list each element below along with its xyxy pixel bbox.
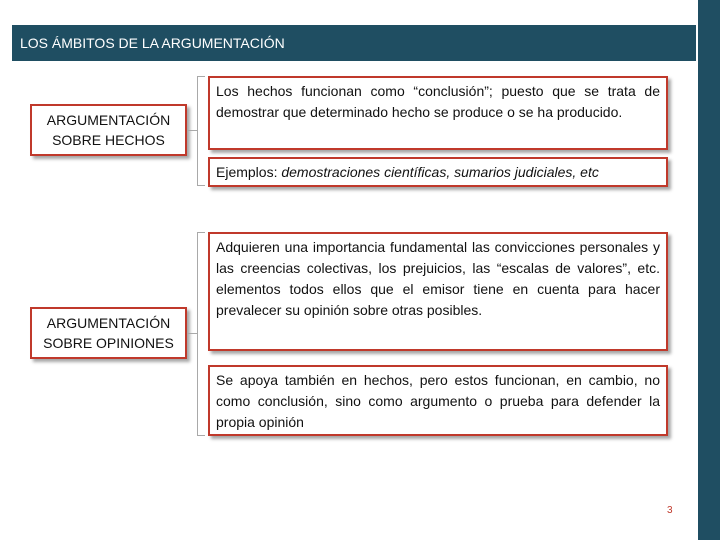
- opiniones-description-box: [208, 232, 668, 351]
- hechos-connector: [187, 130, 197, 131]
- page-number: 3: [667, 505, 673, 516]
- hechos-description: Los hechos funcionan como “conclusión”; puesto que se trata de demostrar que determinado hecho se produce o se ha producido.: [216, 83, 660, 120]
- opiniones-detail-box: [208, 365, 668, 436]
- hechos-label-box: [30, 104, 187, 156]
- opiniones-label-box: [30, 307, 187, 359]
- hechos-examples-box: [208, 157, 668, 187]
- hechos-description-box: [208, 76, 668, 150]
- opiniones-label-line2: SOBRE OPINIONES: [43, 335, 174, 351]
- opiniones-connector: [187, 333, 197, 334]
- examples-prefix: Ejemplos:: [216, 164, 282, 180]
- opiniones-detail: Se apoya también en hechos, pero estos funcionan, en cambio, no como conclusión, sino como argumento o prueba para defender la propia opinión: [216, 372, 660, 430]
- right-edge-bar: [698, 0, 720, 540]
- opiniones-description: Adquieren una importancia fundamental las convicciones personales y las creencias colectivas, los prejuicios, las “escalas de valores”, etc. elementos todos ellos que el emisor tiene en cuenta para hacer prevalecer su opinión sobre otras posibles.: [216, 239, 660, 318]
- hechos-bracket: [197, 76, 205, 186]
- hechos-label-line2: SOBRE HECHOS: [52, 132, 165, 148]
- opiniones-label-line1: ARGUMENTACIÓN: [46, 315, 171, 331]
- opiniones-bracket: [197, 232, 205, 436]
- examples-text: demostraciones científicas, sumarios judiciales, etc: [281, 164, 599, 180]
- hechos-label-line1: ARGUMENTACIÓN: [46, 112, 171, 128]
- slide-title: LOS ÁMBITOS DE LA ARGUMENTACIÓN: [12, 25, 696, 61]
